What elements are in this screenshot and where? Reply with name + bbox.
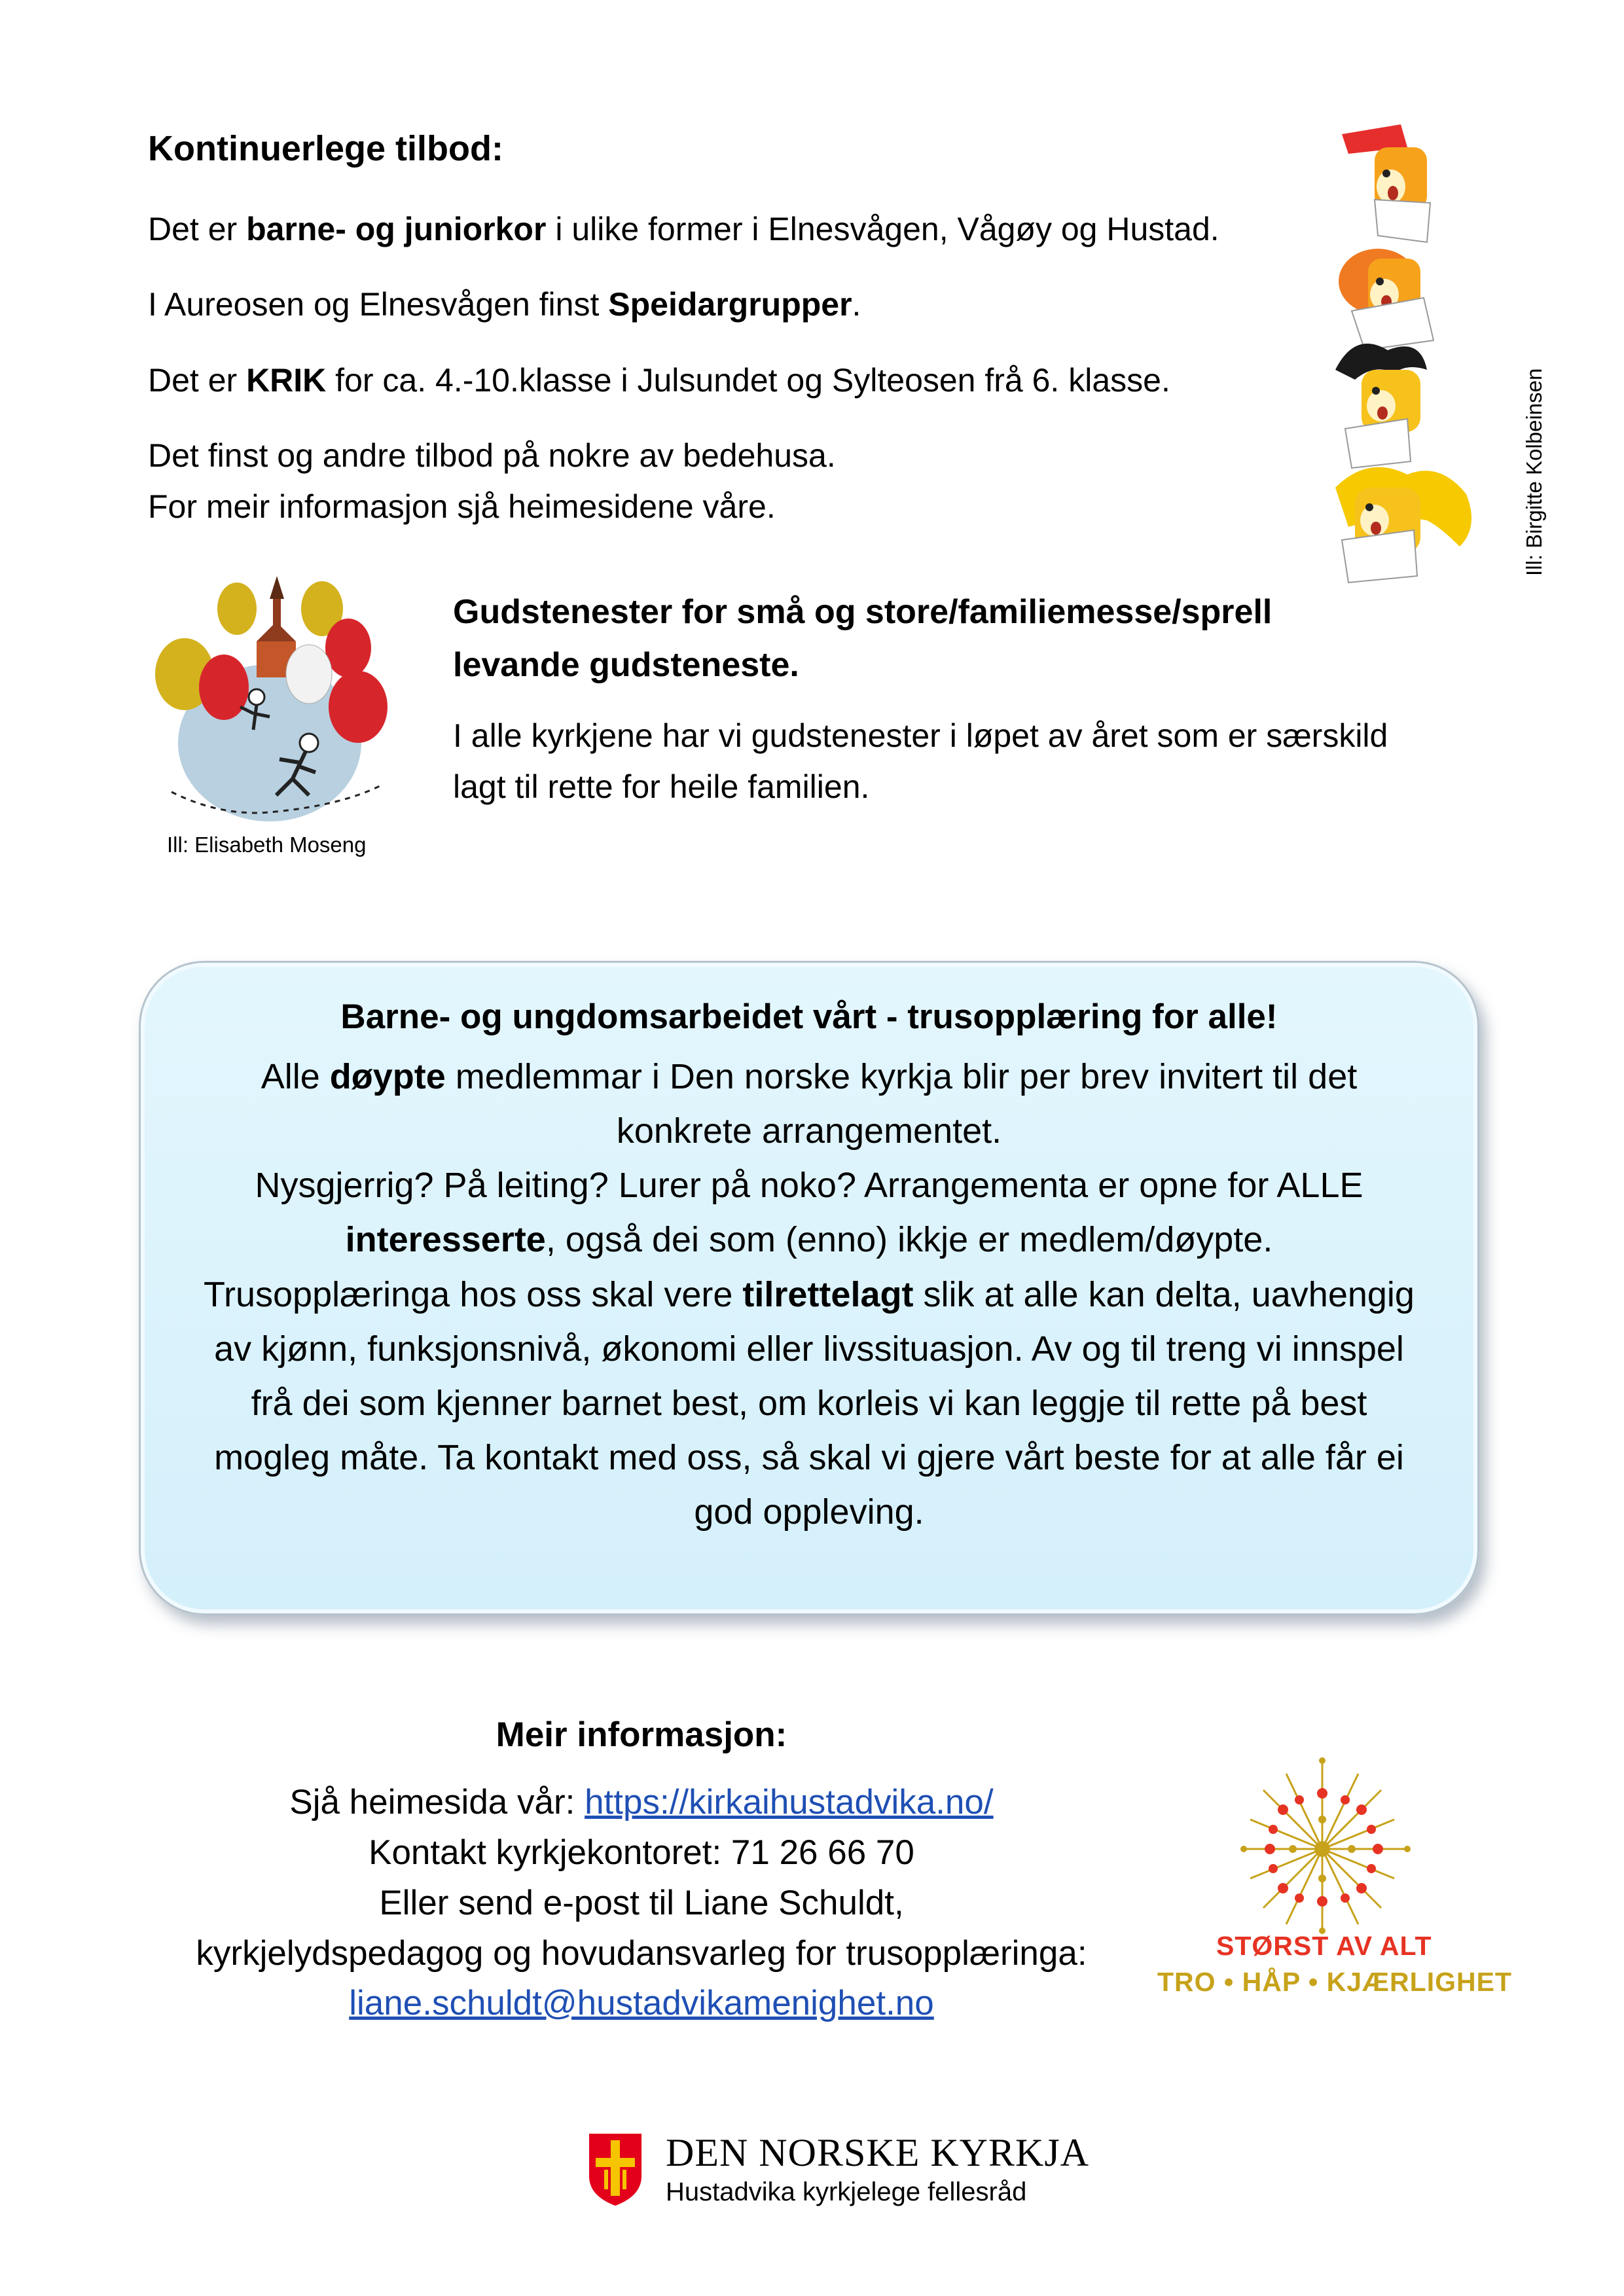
text-bold: barne- og juniorkor (246, 210, 547, 247)
text-segment: Trusopplæringa hos oss skal vere (204, 1274, 743, 1314)
org-subtitle: Hustadvika kyrkjelege fellesråd (666, 2178, 1027, 2206)
text-segment: for ca. 4.-10.klasse i Julsundet og Sylteosen frå 6. klasse. (326, 361, 1170, 399)
text-line-choir (148, 204, 1326, 255)
campaign-subtitle: TRO • HÅP • KJÆRLIGHET (1157, 1967, 1512, 1997)
email-line (151, 1979, 1132, 2029)
church-crest-icon (586, 2130, 645, 2209)
singer-red-hat (1342, 124, 1430, 242)
choir-singers-illustration (1329, 121, 1486, 586)
info-line: frå dei som kjenner barnet best, om korleis vi kan leggje til rette på best (251, 1383, 1367, 1423)
info-line: Nysgjerrig? På leiting? Lurer på noko? Arrangementa er opne for ALLE (255, 1166, 1363, 1206)
text-line-bedehus: Det finst og andre tilbod på nokre av bedehusa. (148, 437, 836, 475)
illustration-credit-choir: Ill: Birgitte Kolbeinsen (1522, 368, 1546, 576)
text-segment: Det er (148, 361, 247, 399)
text-segment: Det er (148, 210, 247, 247)
section-heading: Kontinuerlege tilbod: (148, 129, 503, 168)
text-bold: tilrettelagt (742, 1274, 914, 1314)
info-line (200, 1050, 1418, 1104)
text-segment: Alle (261, 1057, 330, 1096)
info-box-title: Barne- og ungdomsarbeidet vårt - trusopplæring for alle! (340, 997, 1278, 1036)
singer-orange-hair (1339, 249, 1434, 350)
email-link[interactable]: liane.schuldt@hustadvikamenighet.no (349, 1984, 934, 2023)
text-segment: . (852, 286, 861, 323)
section-contact (151, 1715, 1132, 2029)
illustration-credit-family: Ill: Elisabeth Moseng (167, 833, 367, 857)
info-line: god oppleving. (694, 1492, 924, 1532)
section-continuous-offers (148, 122, 1326, 532)
info-line (200, 1213, 1418, 1267)
info-line: mogleg måte. Ta kontakt med oss, så skal vi gjere vårt beste for at alle får ei (214, 1438, 1404, 1478)
text-segment: , også dei som (enno) ikkje er medlem/døypte. (545, 1220, 1273, 1260)
info-line: konkrete arrangementet. (616, 1111, 1002, 1151)
text-segment: I Aureosen og Elnesvågen finst (148, 286, 609, 323)
website-link[interactable]: https://kirkaihustadvika.no/ (585, 1783, 994, 1821)
section-heading-line1: Gudstenester for små og store/familiemesse/sprell (453, 593, 1272, 631)
phone-line: Kontakt kyrkjekontoret: 71 26 66 70 (369, 1833, 914, 1872)
singer-yellow-hair (1335, 467, 1471, 583)
contact-title: Meir informasjon: (496, 1715, 787, 1754)
family-text-line2: lagt til rette for heile familien. (453, 768, 870, 805)
text-segment: slik at alle kan delta, uavhengig (913, 1274, 1415, 1314)
section-family-services (453, 586, 1500, 812)
text-bold: døypte (329, 1057, 446, 1096)
campaign-title: STØRST AV ALT (1216, 1931, 1432, 1961)
text-bold: interesserte (345, 1220, 546, 1260)
info-line: av kjønn, funksjonsnivå, økonomi eller livssituasjon. Av og til treng vi innspel (214, 1329, 1404, 1369)
org-name: DEN NORSKE KYRKJA (666, 2131, 1090, 2174)
text-line-more-info: For meir informasjon sjå heimesidene våre. (148, 488, 776, 525)
text-line-scouts (148, 279, 1326, 331)
faith-education-info-box (139, 961, 1479, 1615)
website-line (151, 1778, 1132, 1828)
email-intro-line: Eller send e-post til Liane Schuldt, (379, 1883, 904, 1922)
text-bold: KRIK (246, 361, 327, 399)
info-line (200, 1268, 1418, 1322)
website-label: Sjå heimesida vår: (289, 1783, 585, 1821)
singer-black-hair (1335, 344, 1427, 468)
family-service-illustration (145, 569, 407, 831)
text-segment: i ulike former i Elnesvågen, Vågøy og Hustad. (546, 210, 1219, 247)
role-line: kyrkjelydspedagog og hovudansvarleg for trusopplæringa: (196, 1933, 1087, 1973)
section-heading-line2: levande gudsteneste. (453, 645, 799, 684)
text-segment: medlemmar i Den norske kyrkja blir per brev invitert til det (445, 1057, 1358, 1096)
family-text-line1: I alle kyrkjene har vi gudstenester i løpet av året som er særskild (453, 717, 1388, 755)
text-line-krik (148, 355, 1326, 406)
info-box-text (200, 1050, 1418, 1539)
text-bold: Speidargrupper (608, 286, 852, 323)
